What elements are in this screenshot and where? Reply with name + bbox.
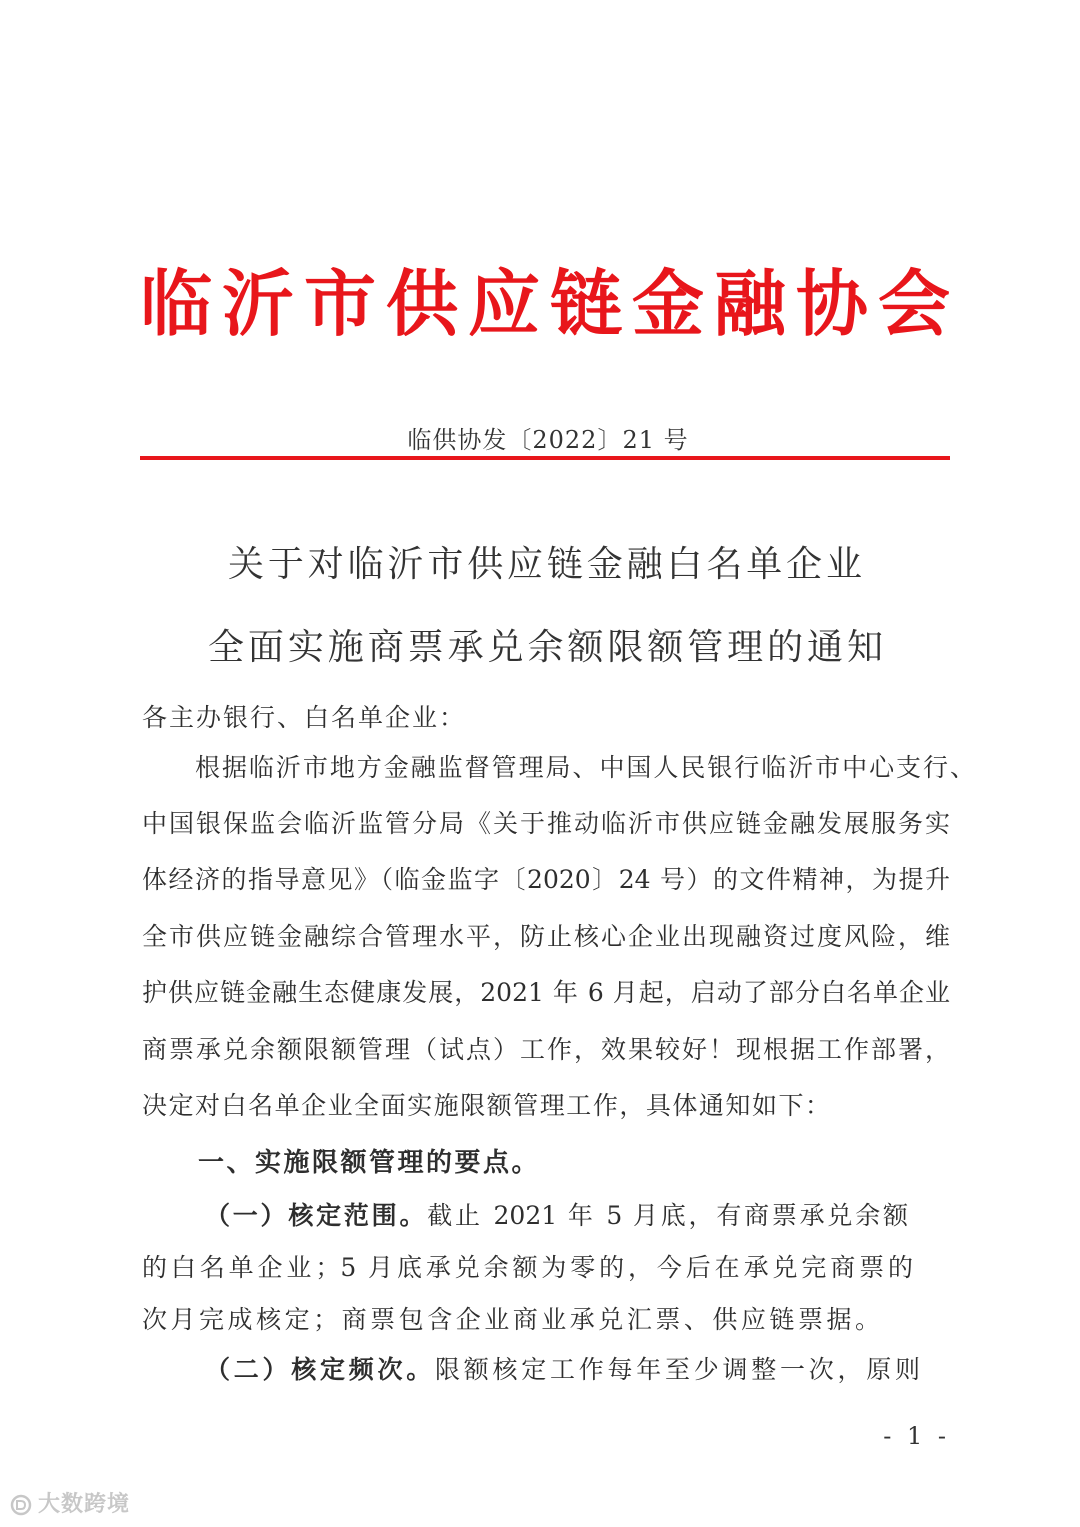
item-1-line-3: 次月完成核定；商票包含企业商业承兑汇票、供应链票据。: [142, 1305, 880, 1334]
paragraph-line: 商票承兑余额限额管理（试点）工作，效果较好！现根据工作部署，: [142, 1035, 950, 1064]
paragraph-line: 决定对白名单企业全面实施限额管理工作，具体通知如下：: [142, 1091, 830, 1120]
section-heading: 一、实施限额管理的要点。: [198, 1148, 541, 1178]
page-number: - 1 -: [883, 1422, 950, 1450]
paragraph-line: 护供应链金融生态健康发展，2021 年 6 月起，启动了部分白名单企业: [142, 978, 950, 1007]
item-1-text: 截止 2021 年 5 月底，有商票承兑余额: [427, 1201, 908, 1230]
item-1-line-2: 的白名单企业；5 月底承兑余额为零的，今后在承兑完商票的: [142, 1253, 913, 1282]
organization-header: 临沂市供应链金融协会: [140, 262, 950, 346]
item-2-text: 限额核定工作每年至少调整一次，原则: [435, 1355, 920, 1384]
item-2-line-1: [205, 1352, 920, 1388]
logo-circle-icon: [10, 1494, 32, 1516]
paragraph-line: 体经济的指导意见》（临金监字〔2020〕24 号）的文件精神，为提升: [142, 865, 950, 894]
paragraph-line: 全市供应链金融综合管理水平，防止核心企业出现融资过度风险，维: [142, 922, 950, 951]
salutation: 各主办银行、白名单企业：: [142, 703, 467, 732]
item-2-label: （二）核定频次。: [205, 1355, 435, 1384]
item-1-line-1: [205, 1198, 908, 1234]
red-divider-line: [140, 456, 950, 460]
paragraph-line: 根据临沂市地方金融监督管理局、中国人民银行临沂市中心支行、: [195, 753, 975, 782]
document-title-line-1: 关于对临沂市供应链金融白名单企业: [228, 544, 862, 585]
document-number: 临供协发〔2022〕21 号: [407, 426, 689, 454]
document-title-line-2: 全面实施商票承兑余额限额管理的通知: [208, 627, 883, 668]
paragraph-line: 中国银保监会临沂监管分局《关于推动临沂市供应链金融发展服务实: [142, 809, 950, 838]
watermark: [10, 1492, 130, 1518]
item-1-label: （一）核定范围。: [205, 1201, 428, 1230]
watermark-text: 大数跨境: [38, 1492, 131, 1517]
